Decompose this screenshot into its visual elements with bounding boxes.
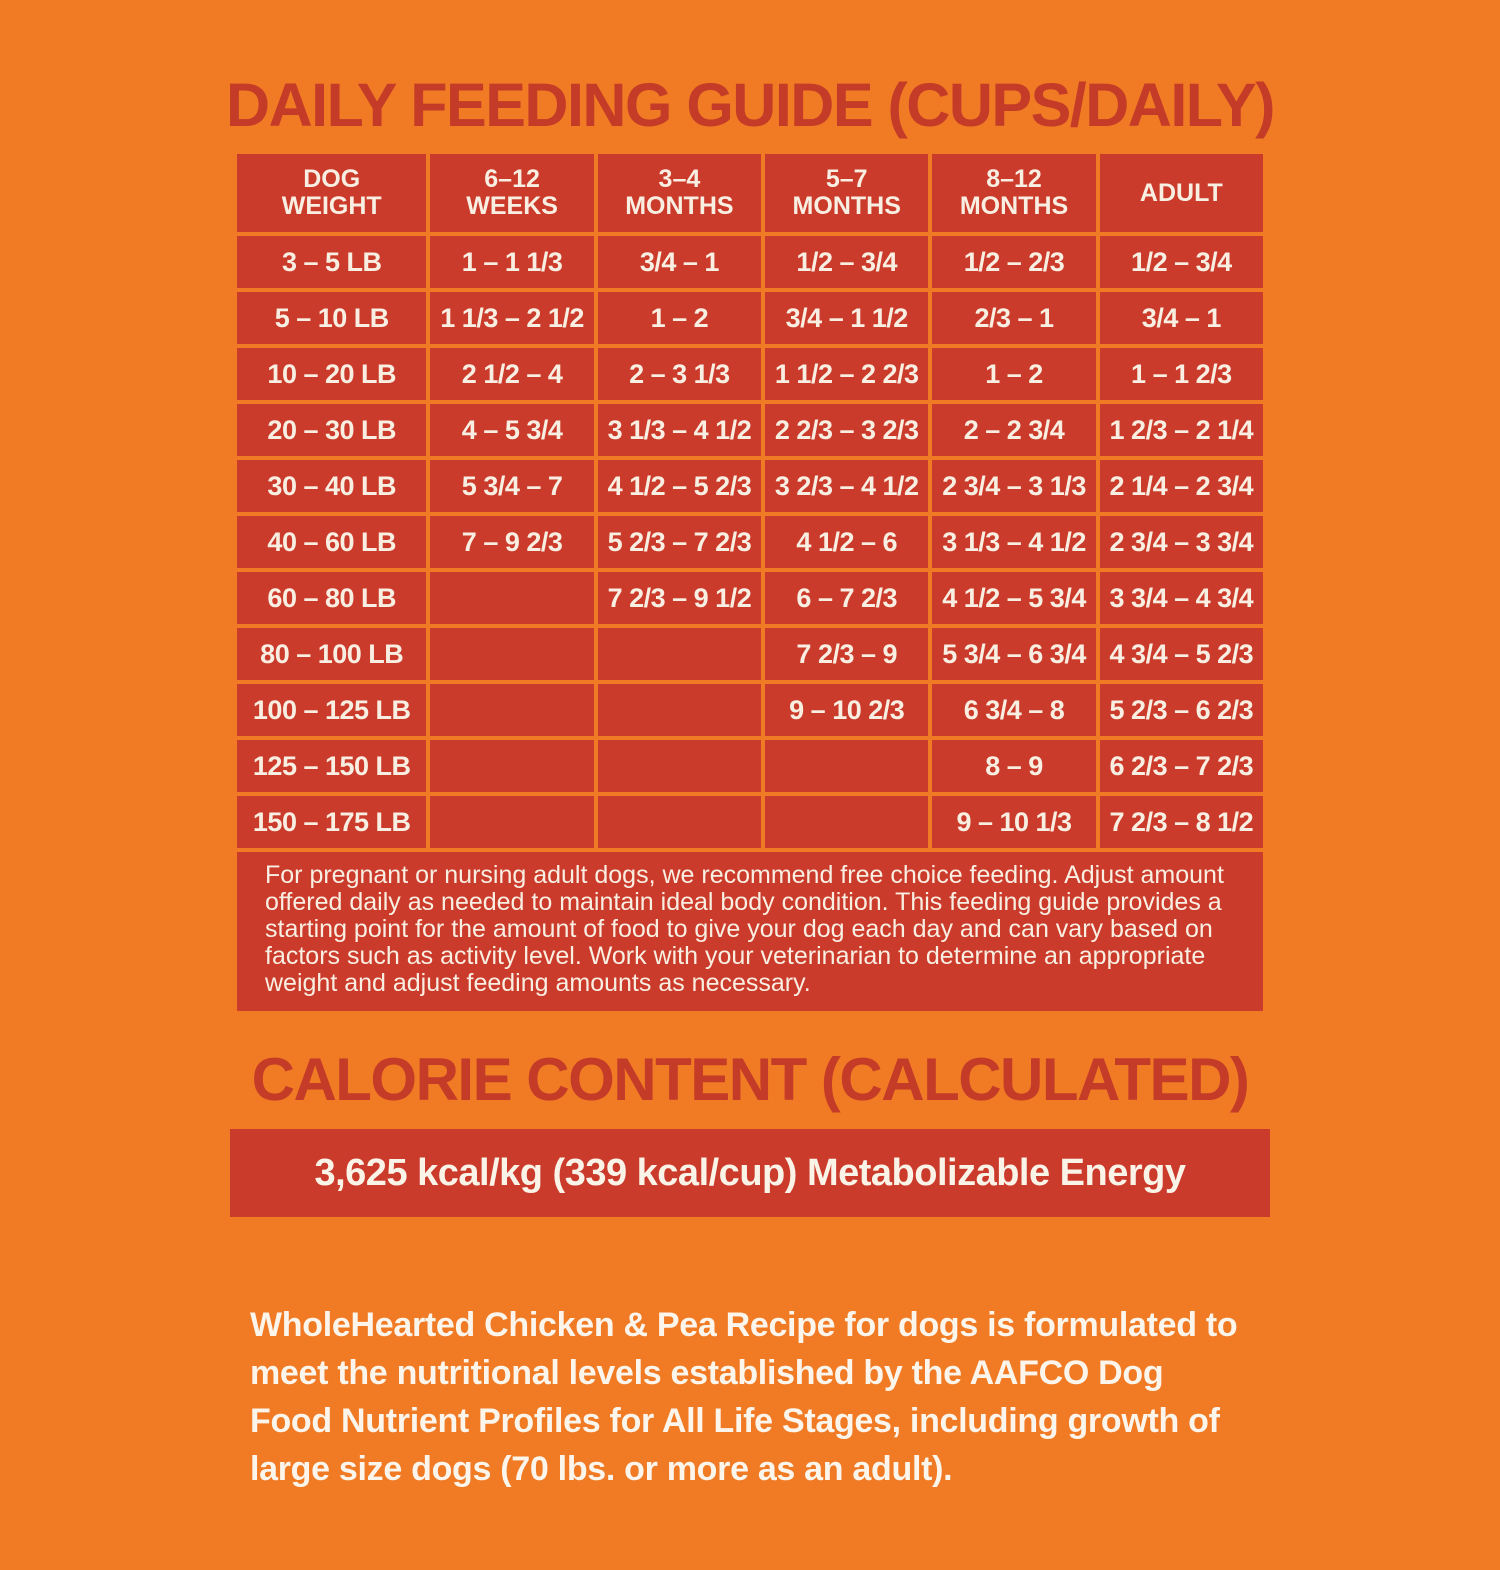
column-header-5–7-months: 5–7 MONTHS: [765, 154, 928, 232]
feeding-amount-cell: [430, 796, 593, 848]
feeding-amount-cell: 4 1/2 – 5 3/4: [932, 572, 1095, 624]
table-row: [237, 460, 1263, 512]
feeding-amount-cell: 6 2/3 – 7 2/3: [1100, 740, 1263, 792]
feeding-amount-cell: 1/2 – 3/4: [765, 236, 928, 288]
feeding-amount-cell: 2 3/4 – 3 1/3: [932, 460, 1095, 512]
feeding-amount-cell: 2 – 2 3/4: [932, 404, 1095, 456]
feeding-amount-cell: 2 1/2 – 4: [430, 348, 593, 400]
column-header-adult: ADULT: [1100, 154, 1263, 232]
feeding-amount-cell: 1 1/3 – 2 1/2: [430, 292, 593, 344]
feeding-amount-cell: [598, 740, 761, 792]
feeding-amount-cell: 2 1/4 – 2 3/4: [1100, 460, 1263, 512]
feeding-amount-cell: 1/2 – 3/4: [1100, 236, 1263, 288]
table-row: [237, 572, 1263, 624]
feeding-amount-cell: 2 – 3 1/3: [598, 348, 761, 400]
feeding-amount-cell: [598, 684, 761, 736]
aafco-nutrition-statement: WholeHearted Chicken & Pea Recipe for dogs is formulated to meet the nutritional levels established by the AAFCO Dog Food Nutrient Profiles for All Life Stages, including growth of large size dogs (70 lbs. or more as an adult).: [250, 1306, 1238, 1488]
feeding-amount-cell: 2 2/3 – 3 2/3: [765, 404, 928, 456]
table-row: [237, 236, 1263, 288]
feeding-amount-cell: 1 – 1 1/3: [430, 236, 593, 288]
feeding-amount-cell: 4 1/2 – 6: [765, 516, 928, 568]
feeding-amount-cell: 3 1/3 – 4 1/2: [932, 516, 1095, 568]
feeding-amount-cell: 2/3 – 1: [932, 292, 1095, 344]
feeding-guide-table: [237, 154, 1263, 1011]
column-header-dog-weight: DOG WEIGHT: [237, 154, 426, 232]
dog-weight-cell: 40 – 60 LB: [237, 516, 426, 568]
feeding-amount-cell: 2 3/4 – 3 3/4: [1100, 516, 1263, 568]
table-row: [237, 292, 1263, 344]
table-row: [237, 628, 1263, 680]
feeding-amount-cell: [430, 740, 593, 792]
feeding-amount-cell: 4 1/2 – 5 2/3: [598, 460, 761, 512]
feeding-amount-cell: 5 2/3 – 7 2/3: [598, 516, 761, 568]
feeding-amount-cell: 3/4 – 1 1/2: [765, 292, 928, 344]
feeding-amount-cell: 7 2/3 – 9 1/2: [598, 572, 761, 624]
feeding-amount-cell: 4 3/4 – 5 2/3: [1100, 628, 1263, 680]
feeding-table-body: [237, 236, 1263, 848]
column-header-8–12-months: 8–12 MONTHS: [932, 154, 1095, 232]
feeding-amount-cell: 1 1/2 – 2 2/3: [765, 348, 928, 400]
table-row: [237, 516, 1263, 568]
feeding-amount-cell: 7 – 9 2/3: [430, 516, 593, 568]
feeding-amount-cell: 3 2/3 – 4 1/2: [765, 460, 928, 512]
feeding-amount-cell: [765, 740, 928, 792]
feeding-amount-cell: 5 2/3 – 6 2/3: [1100, 684, 1263, 736]
dog-weight-cell: 60 – 80 LB: [237, 572, 426, 624]
feeding-amount-cell: 3 3/4 – 4 3/4: [1100, 572, 1263, 624]
dog-weight-cell: 3 – 5 LB: [237, 236, 426, 288]
feeding-amount-cell: [598, 796, 761, 848]
dog-weight-cell: 10 – 20 LB: [237, 348, 426, 400]
calorie-content-value: 3,625 kcal/kg (339 kcal/cup) Metabolizable Energy: [314, 1151, 1186, 1194]
dog-weight-cell: 20 – 30 LB: [237, 404, 426, 456]
feeding-amount-cell: 1 – 2: [932, 348, 1095, 400]
feeding-guide-note: For pregnant or nursing adult dogs, we recommend free choice feeding. Adjust amount offered daily as needed to maintain ideal body condition. This feeding guide provides a starting point for the amount of food to give your dog each day and can vary based on factors such as activity level. Work with your veterinarian to determine an appropriate weight and adjust feeding amounts as necessary.: [237, 852, 1263, 1011]
feeding-amount-cell: 5 3/4 – 6 3/4: [932, 628, 1095, 680]
table-row: [237, 796, 1263, 848]
feeding-amount-cell: 1 2/3 – 2 1/4: [1100, 404, 1263, 456]
feeding-amount-cell: 5 3/4 – 7: [430, 460, 593, 512]
feeding-amount-cell: 9 – 10 1/3: [932, 796, 1095, 848]
dog-weight-cell: 100 – 125 LB: [237, 684, 426, 736]
table-row: [237, 404, 1263, 456]
column-header-3–4-months: 3–4 MONTHS: [598, 154, 761, 232]
feeding-amount-cell: 4 – 5 3/4: [430, 404, 593, 456]
feeding-amount-cell: 6 – 7 2/3: [765, 572, 928, 624]
feeding-table-header: [237, 154, 1263, 232]
table-row: [237, 684, 1263, 736]
dog-weight-cell: 125 – 150 LB: [237, 740, 426, 792]
feeding-amount-cell: 7 2/3 – 9: [765, 628, 928, 680]
feeding-amount-cell: 3/4 – 1: [598, 236, 761, 288]
feeding-amount-cell: 7 2/3 – 8 1/2: [1100, 796, 1263, 848]
calorie-content-title: CALORIE CONTENT (CALCULATED): [251, 1046, 1249, 1113]
feeding-amount-cell: [430, 628, 593, 680]
feeding-amount-cell: [430, 684, 593, 736]
feeding-guide-title: DAILY FEEDING GUIDE (CUPS/DAILY): [226, 71, 1274, 139]
feeding-amount-cell: 3/4 – 1: [1100, 292, 1263, 344]
feeding-amount-cell: 1/2 – 2/3: [932, 236, 1095, 288]
table-row: [237, 348, 1263, 400]
dog-weight-cell: 80 – 100 LB: [237, 628, 426, 680]
feeding-amount-cell: 9 – 10 2/3: [765, 684, 928, 736]
feeding-amount-cell: 1 – 1 2/3: [1100, 348, 1263, 400]
dog-weight-cell: 150 – 175 LB: [237, 796, 426, 848]
feeding-amount-cell: [598, 628, 761, 680]
feeding-amount-cell: [430, 572, 593, 624]
calorie-content-banner: [230, 1129, 1270, 1217]
feeding-amount-cell: 8 – 9: [932, 740, 1095, 792]
feeding-amount-cell: 3 1/3 – 4 1/2: [598, 404, 761, 456]
dog-weight-cell: 30 – 40 LB: [237, 460, 426, 512]
column-header-6–12-weeks: 6–12 WEEKS: [430, 154, 593, 232]
table-row: [237, 740, 1263, 792]
feeding-amount-cell: 1 – 2: [598, 292, 761, 344]
feeding-amount-cell: [765, 796, 928, 848]
dog-weight-cell: 5 – 10 LB: [237, 292, 426, 344]
feeding-amount-cell: 6 3/4 – 8: [932, 684, 1095, 736]
